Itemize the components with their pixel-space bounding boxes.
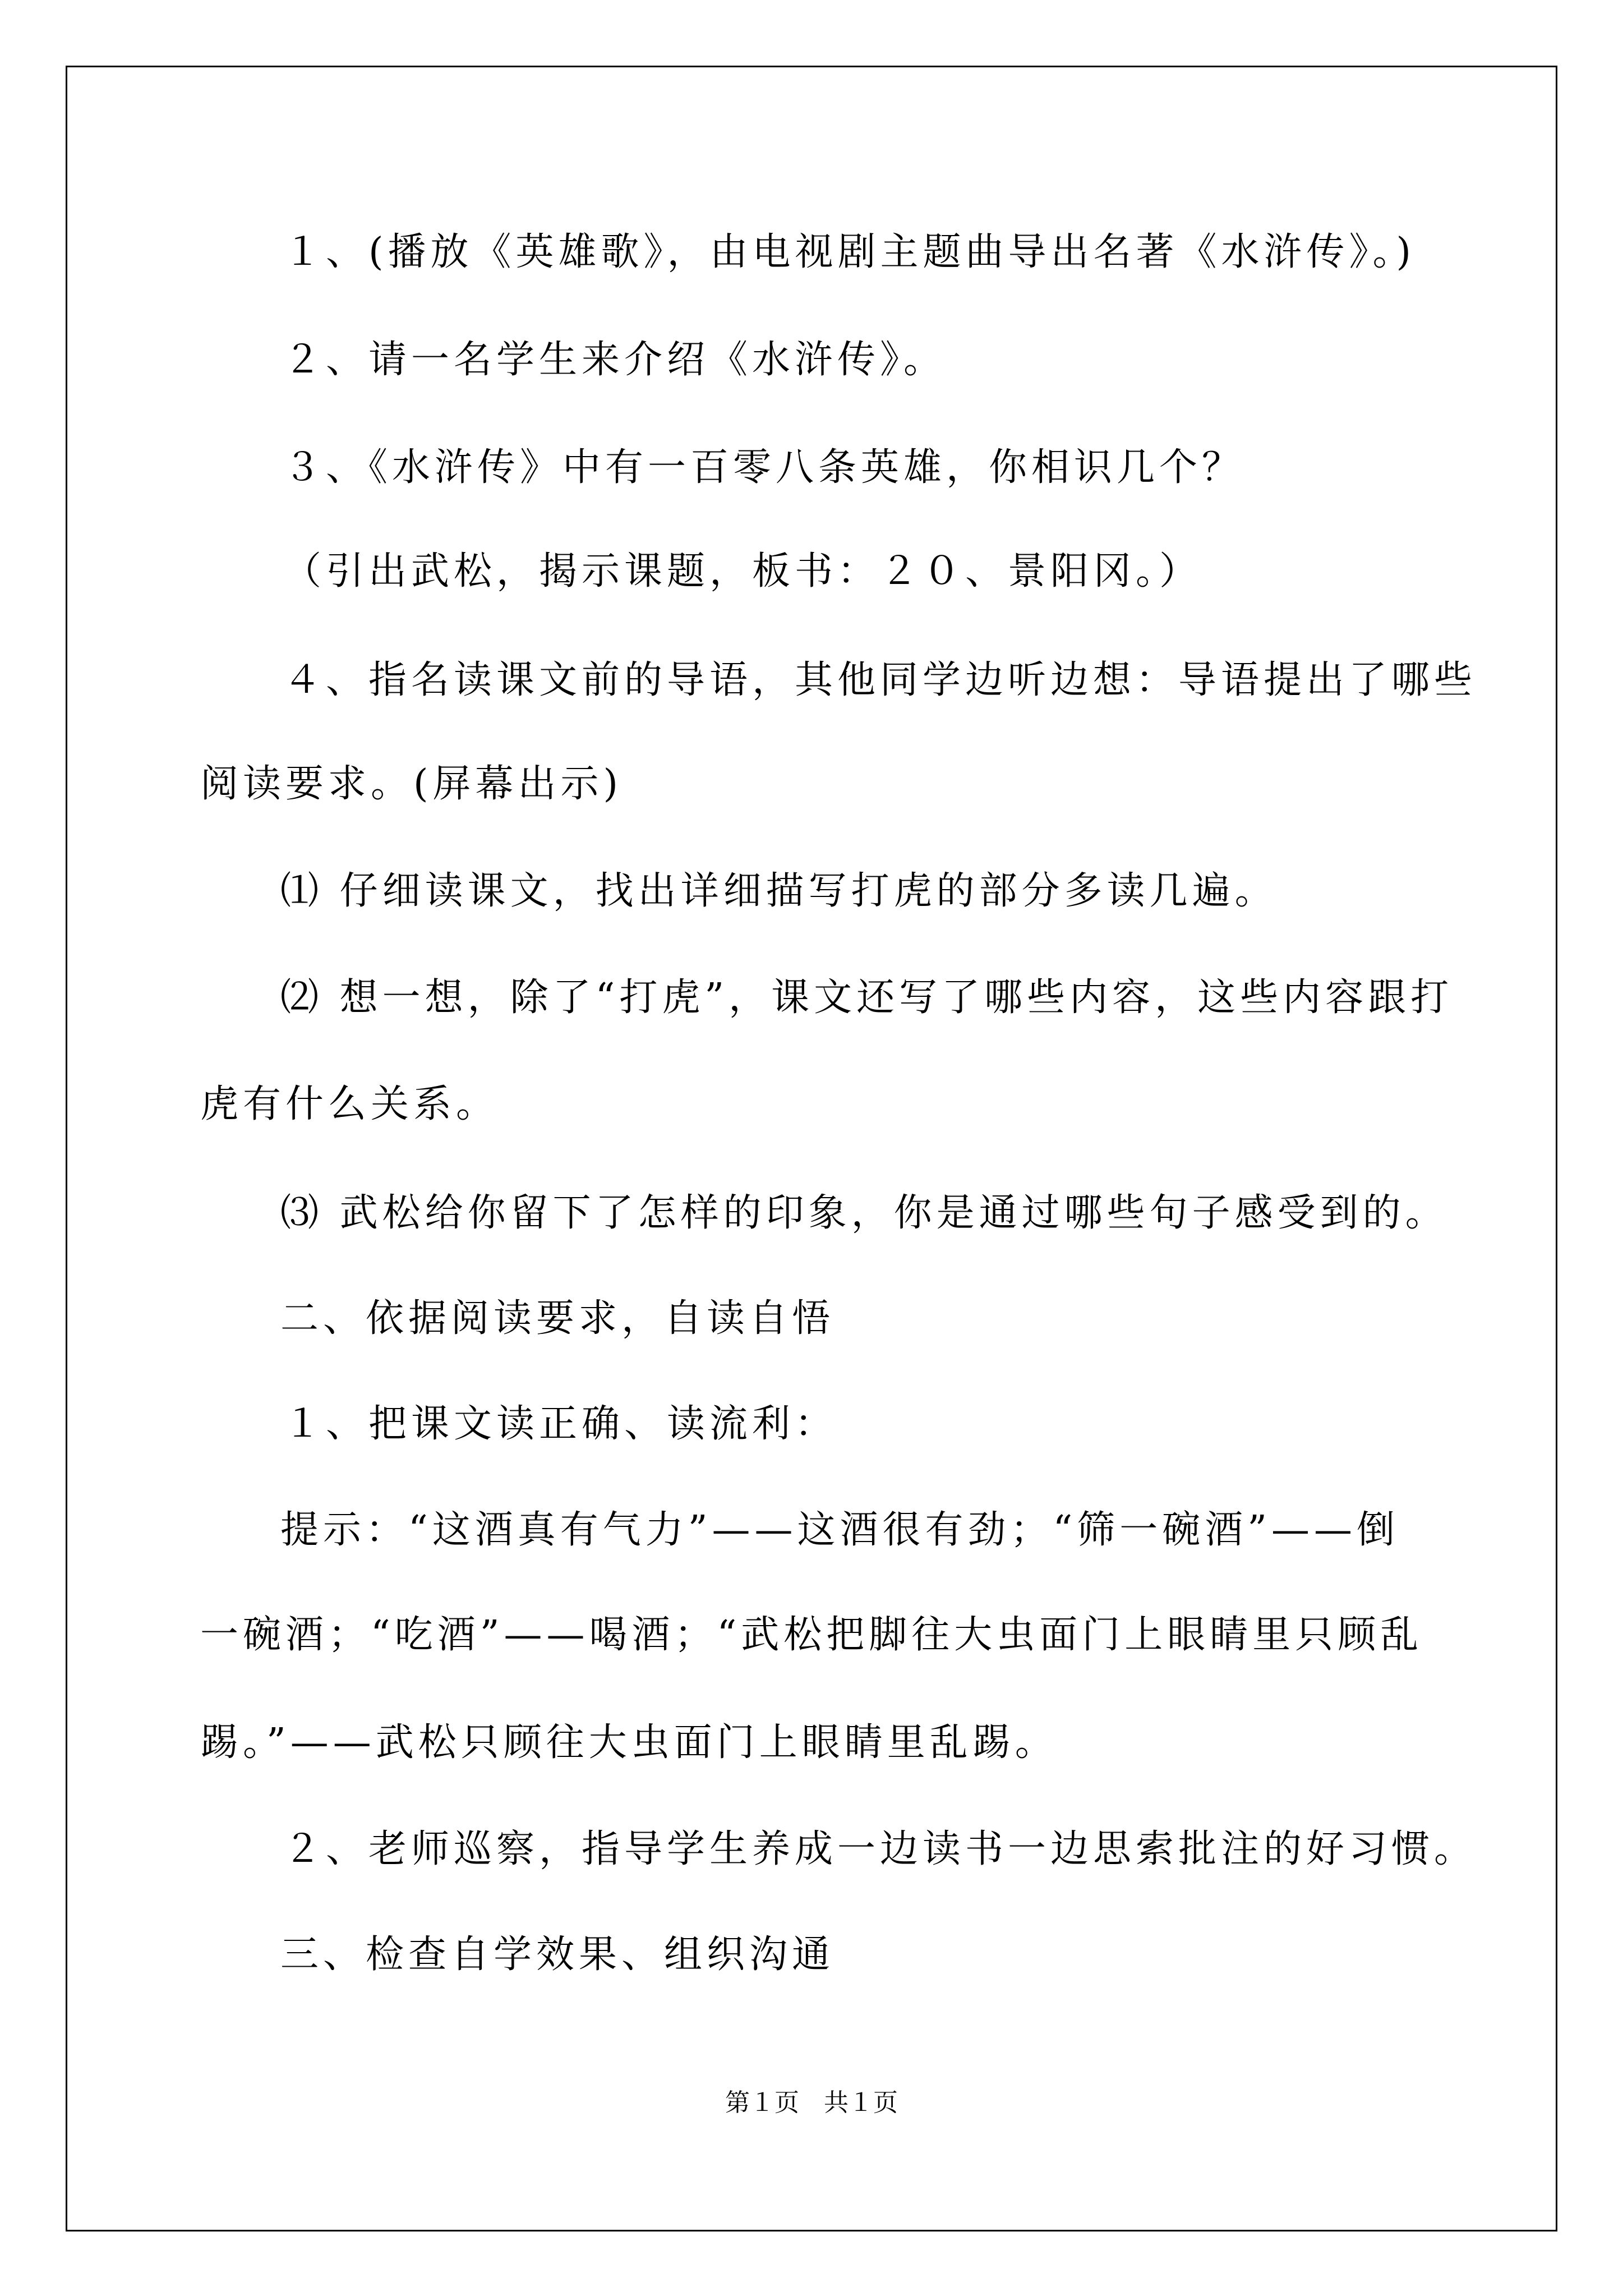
paragraph-line: 阅读要求。(屏幕出示) [200,762,623,806]
paragraph-line: ２、请一名学生来介绍《水浒传》。 [283,338,947,382]
paragraph-line: ⑵ 想一想，除了“打虎”，课文还写了哪些内容，这些内容跟打 [280,976,1454,1020]
page-border [66,66,1557,2231]
paragraph-line: ⑴ 仔细读课文，找出详细描写打虎的部分多读几遍。 [280,869,1278,913]
page-footer: 第１页 共１页 [725,2088,898,2117]
paragraph-line: ４、指名读课文前的导语，其他同学边听边想：导语提出了哪些 [283,658,1477,702]
paragraph-line: （引出武松，揭示课题，板书：２０、景阳冈。） [283,549,1202,593]
paragraph-line: ⑶ 武松给你留下了怎样的印象，你是通过哪些句子感受到的。 [280,1191,1448,1235]
paragraph-line: １、(播放《英雄歌》，由电视剧主题曲导出名著《水浒传》。) [283,230,1416,274]
section-heading: 二、依据阅读要求，自读自悟 [280,1296,835,1341]
paragraph-line: ３、《水浒传》中有一百零八条英雄，你相识几个？ [283,445,1245,490]
paragraph-line: ２、老师巡察，指导学生养成一边读书一边思索批注的好习惯。 [283,1827,1477,1871]
paragraph-line: 踢。”——武松只顾往大虫面门上眼睛里乱踢。 [200,1720,1058,1765]
paragraph-line: 虎有什么关系。 [200,1082,499,1126]
paragraph-line: １、把课文读正确、读流利： [283,1402,838,1446]
section-heading: 三、检查自学效果、组织沟通 [280,1932,835,1977]
paragraph-line: 提示：“这酒真有气力”——这酒很有劲；“筛一碗酒”——倒 [280,1508,1400,1552]
paragraph-line: 一碗酒；“吃酒”——喝酒；“武松把脚往大虫面门上眼睛里只顾乱 [200,1613,1423,1657]
